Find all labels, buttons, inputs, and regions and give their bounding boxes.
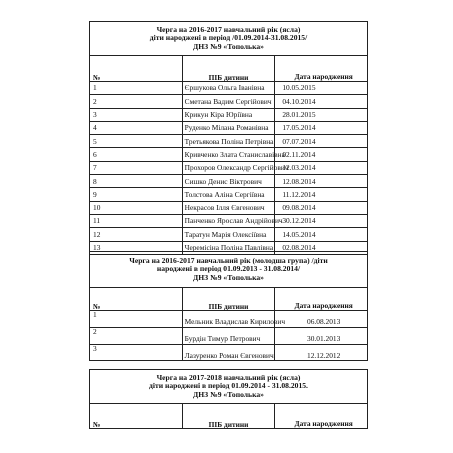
birth-date: 28.01.2015 — [275, 108, 368, 121]
table-row — [90, 108, 368, 121]
row-number: 1 — [90, 311, 183, 328]
table-row — [90, 201, 368, 214]
birth-date: 06.08.2013 — [275, 311, 368, 328]
row-number: 9 — [90, 188, 183, 201]
row-number: 8 — [90, 175, 183, 188]
header-num: № — [90, 56, 183, 82]
table-title: Черга на 2016-2017 навчальний рік (молодша група) /діти народжені в період 01.09.2013 - 31.08.2014/ ДНЗ №9 «Тополька» — [90, 252, 368, 288]
child-name: Таратун Марія Олексіївна — [182, 228, 275, 241]
queue-table-junior-2016 — [89, 251, 368, 361]
row-number: 10 — [90, 201, 183, 214]
birth-date: 12.03.2014 — [275, 161, 368, 174]
row-number: 7 — [90, 161, 183, 174]
child-name: Сметана Вадим Сергійович — [182, 95, 275, 108]
birth-date: 30.12.2014 — [275, 214, 368, 227]
birth-date: 30.01.2013 — [275, 327, 368, 344]
birth-date: 02.08.2014 — [275, 241, 368, 254]
table-row — [90, 311, 368, 328]
table-header-row — [90, 288, 368, 311]
child-name: Третьякова Поліна Петрівна — [182, 135, 275, 148]
child-name: Прохоров Олександр Сергійович — [182, 161, 275, 174]
row-number: 3 — [90, 344, 183, 361]
table-row — [90, 228, 368, 241]
table-row — [90, 148, 368, 161]
header-name: ПІБ дитини — [182, 288, 275, 311]
queue-table-nursery-2016 — [89, 21, 368, 255]
child-name: Сишко Денис Віктрович — [182, 175, 275, 188]
header-num: № — [90, 288, 183, 311]
header-num: № — [90, 404, 183, 429]
table-row — [90, 95, 368, 108]
table-title: Черга на 2016-2017 навчальний рік (ясла) діти народжені в період /01.09.2014-31.08.2015/ ДНЗ №9 «Тополька» — [90, 22, 368, 56]
table-title: Черга на 2017-2018 навчальний рік (ясла) діти народжені в період 01.09.2014 - 31.08.2015. ДНЗ №9 «Тополька» — [90, 370, 368, 404]
header-date: Дата народження — [275, 288, 368, 311]
table-row — [90, 82, 368, 95]
birth-date: 02.11.2014 — [275, 148, 368, 161]
header-date: Дата народження — [275, 404, 368, 429]
child-name: Кривченко Злата Станиславівна — [182, 148, 275, 161]
child-name: Єршукова Ольга Іванівна — [182, 82, 275, 95]
row-number: 3 — [90, 108, 183, 121]
child-name: Мельник Владислав Кирилович — [182, 311, 275, 328]
header-date: Дата народження — [275, 56, 368, 82]
birth-date: 12.08.2014 — [275, 175, 368, 188]
birth-date: 04.10.2014 — [275, 95, 368, 108]
birth-date: 09.08.2014 — [275, 201, 368, 214]
birth-date: 11.12.2014 — [275, 188, 368, 201]
birth-date: 17.05.2014 — [275, 121, 368, 134]
table-row — [90, 327, 368, 344]
table-header-row — [90, 404, 368, 429]
birth-date: 10.05.2015 — [275, 82, 368, 95]
row-number: 4 — [90, 121, 183, 134]
child-name: Крикун Кіра Юріївна — [182, 108, 275, 121]
table-row — [90, 161, 368, 174]
row-number: 11 — [90, 214, 183, 227]
row-number: 5 — [90, 135, 183, 148]
row-number: 13 — [90, 241, 183, 254]
table-row — [90, 175, 368, 188]
child-name: Панченко Ярослав Андрійович — [182, 214, 275, 227]
row-number: 2 — [90, 327, 183, 344]
row-number: 2 — [90, 95, 183, 108]
child-name: Бурдін Тимур Петрович — [182, 327, 275, 344]
child-name: Руденко Мілана Романівна — [182, 121, 275, 134]
child-name: Некрасов Ілля Євгенович — [182, 201, 275, 214]
table-row — [90, 135, 368, 148]
row-number: 1 — [90, 82, 183, 95]
birth-date: 12.12.2012 — [275, 344, 368, 361]
child-name: Толстова Аліна Сергіївна — [182, 188, 275, 201]
table-row — [90, 121, 368, 134]
birth-date: 07.07.2014 — [275, 135, 368, 148]
table-header-row — [90, 56, 368, 82]
table-row — [90, 214, 368, 227]
table-row — [90, 344, 368, 361]
row-number: 6 — [90, 148, 183, 161]
child-name: Черемісіна Поліна Павлівна — [182, 241, 275, 254]
row-number: 12 — [90, 228, 183, 241]
queue-table-nursery-2017 — [89, 369, 368, 429]
child-name: Лазуренко Роман Євгенович — [182, 344, 275, 361]
table-row — [90, 188, 368, 201]
header-name: ПІБ дитини — [182, 404, 275, 429]
header-name: ПІБ дитини — [182, 56, 275, 82]
birth-date: 14.05.2014 — [275, 228, 368, 241]
